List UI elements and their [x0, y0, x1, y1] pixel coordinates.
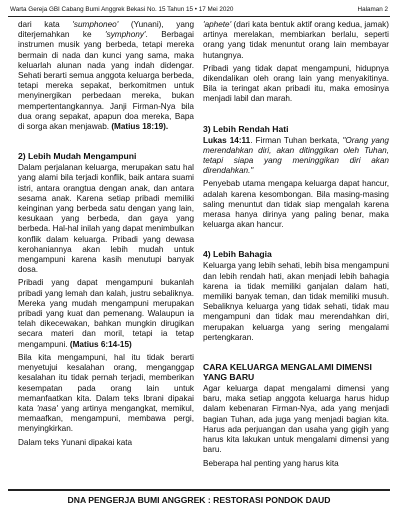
italic-term: 'nasa': [36, 403, 58, 413]
paragraph: [203, 20, 389, 61]
text: . Firman Tuhan berkata,: [250, 135, 343, 145]
section-heading: 2) Lebih Mudah Mengampuni: [18, 151, 137, 162]
paragraph: Pribadi yang tidak dapat mengampuni, hidupnya dikendalikan oleh orang lain yang menyakitinya. Bila ia teringat akan pribadi itu, maka emosinya menjadi labil dan marah.: [203, 63, 389, 104]
paragraph: Penyebab utama mengapa keluarga dapat hancur, adalah karena kesombongan. Bila masing-masing saling menuntut dan tidak siap mengalah karena merasa hanya dirinya yang paling benar, maka keluarga akan hancur.: [203, 179, 389, 230]
text: dari kata: [18, 20, 73, 29]
section-heading: CARA KELUARGA MENGALAMI DIMENSI YANG BARU: [203, 362, 372, 383]
scripture-reference: (Matius 6:14-15): [69, 339, 132, 349]
scripture-quote: "Orang yang merendahkan diri, akan ditinggikan oleh Tuhan, tetapi siapa yang meninggikan diri akan direndahkan.": [203, 135, 389, 176]
paragraph: Dalam perjalanan keluarga, merupakan satu hal yang alami bila terjadi konflik, baik antara suami istri, antara orangtua dengan anak, dan antara sesama anak. Karena setiap pribadi memiliki keinginan yang berbeda satu dengan yang lain, kesukaan yang berbeda, dan gaya yang berbeda. Hal-hal inilah yang dapat menimbulkan konflik dalam keluarga. Pribadi yang dewasa kerohaniannya akan lebih mudah untuk mengampuni karena kasih menutupi banyak dosa.: [18, 163, 194, 275]
header-publication: Warta Gereja GBI Cabang Bumi Anggrek Bekasi No. 15 Tahun 15 • 17 Mei 2020: [10, 6, 234, 13]
section-heading: 4) Lebih Bahagia: [203, 249, 272, 260]
italic-term: 'symphony': [105, 30, 146, 40]
page-header: [8, 4, 390, 17]
left-column: [18, 20, 194, 451]
paragraph: [203, 136, 389, 177]
text: (dari kata bentuk aktif orang kedua, jamak) artinya merelakan, membiarkan berlalu, seperti orang yang tidak menuntut orang lain membayar hutangnya.: [203, 20, 389, 60]
paragraph: [18, 278, 194, 349]
paragraph: Beberapa hal penting yang harus kita: [203, 458, 339, 468]
section-heading: 3) Lebih Rendah Hati: [203, 123, 289, 134]
text: (Yunani), yang diterjemahkan ke: [18, 20, 194, 40]
paragraph: Dalam teks Yunani dipakai kata: [18, 437, 133, 447]
italic-term: 'aphete': [203, 20, 232, 29]
scripture-reference: (Matius 18:19).: [111, 122, 169, 132]
page-footer: DNA PENGERJA BUMI ANGGREK : RESTORASI PONDOK DAUD: [8, 489, 390, 509]
italic-term: 'sumphoneo': [72, 20, 119, 29]
paragraph: Keluarga yang lebih sehati, lebih bisa mengampuni dan lebih rendah hati, akan menjadi lebih bahagia karena ia tidak memiliki ganjalan dalam hati, memiliki banyak teman, dan tidak memiliki musuh. Sebaliknya keluarga yang tidak sehati, tidak mau mengampuni dan tidak mau merendahkan diri, merupakan keluarga yang sering mengalami pertengkaran.: [203, 261, 389, 342]
paragraph: Agar keluarga dapat mengalami dimensi yang baru, maka setiap anggota keluarga harus hidup dalam kebenaran Firman-Nya, ada yang menjadi bagian Tuhan, ada juga yang menjadi bagian kita. Harus ada perjuangan dan usaha yang gigih yang harus kita lakukan untuk mengalami dimensi yang baru.: [203, 384, 389, 455]
text: . Berbagai instrumen musik yang berbeda, tetapi mereka bermain di nada dan kunci yang sama, maka keluarlah alunan nada yang indah didengar. Sehati berarti semua anggota keluarga berbeda, tetapi mereka sepakat, berkomitmen untuk menyinergikan perbedaan mereka, bukan mempertentangkannya. Janji Firman-Nya bila dua orang sepakat, apapun doa mereka, Bapa di sorga akan menjawab.: [18, 30, 195, 132]
text: Pribadi yang dapat mengampuni bukanlah pribadi yang lemah dan kalah, justru sebaliknya. Mereka yang mudah mengampuni merupakan pribadi yang kuat dan pemenang. Walaupun ia telah dikecewakan, bahkan mungkin dirugikan secara materi dan moril, tetapi ia tetap mengampuni.: [18, 278, 194, 349]
scripture-reference: Lukas 14:11: [203, 135, 251, 145]
text: yang artinya mengangkat, memikul, memaafkan, mengampuni, membawa pergi, menyingkirkan.: [18, 403, 194, 434]
text: Bila kita mengampuni, hal itu tidak berarti menyetujui kesalahan orang, menganggap kesalahan itu tidak pernah terjadi, memberikan kesempatan pada orang lain untuk memanfaatkan kita. Dalam teks Ibrani dipakai kata: [18, 352, 194, 413]
right-column: [203, 20, 389, 472]
paragraph: [18, 353, 194, 435]
header-page-number: Halaman 2: [357, 6, 388, 13]
paragraph: [18, 20, 194, 132]
